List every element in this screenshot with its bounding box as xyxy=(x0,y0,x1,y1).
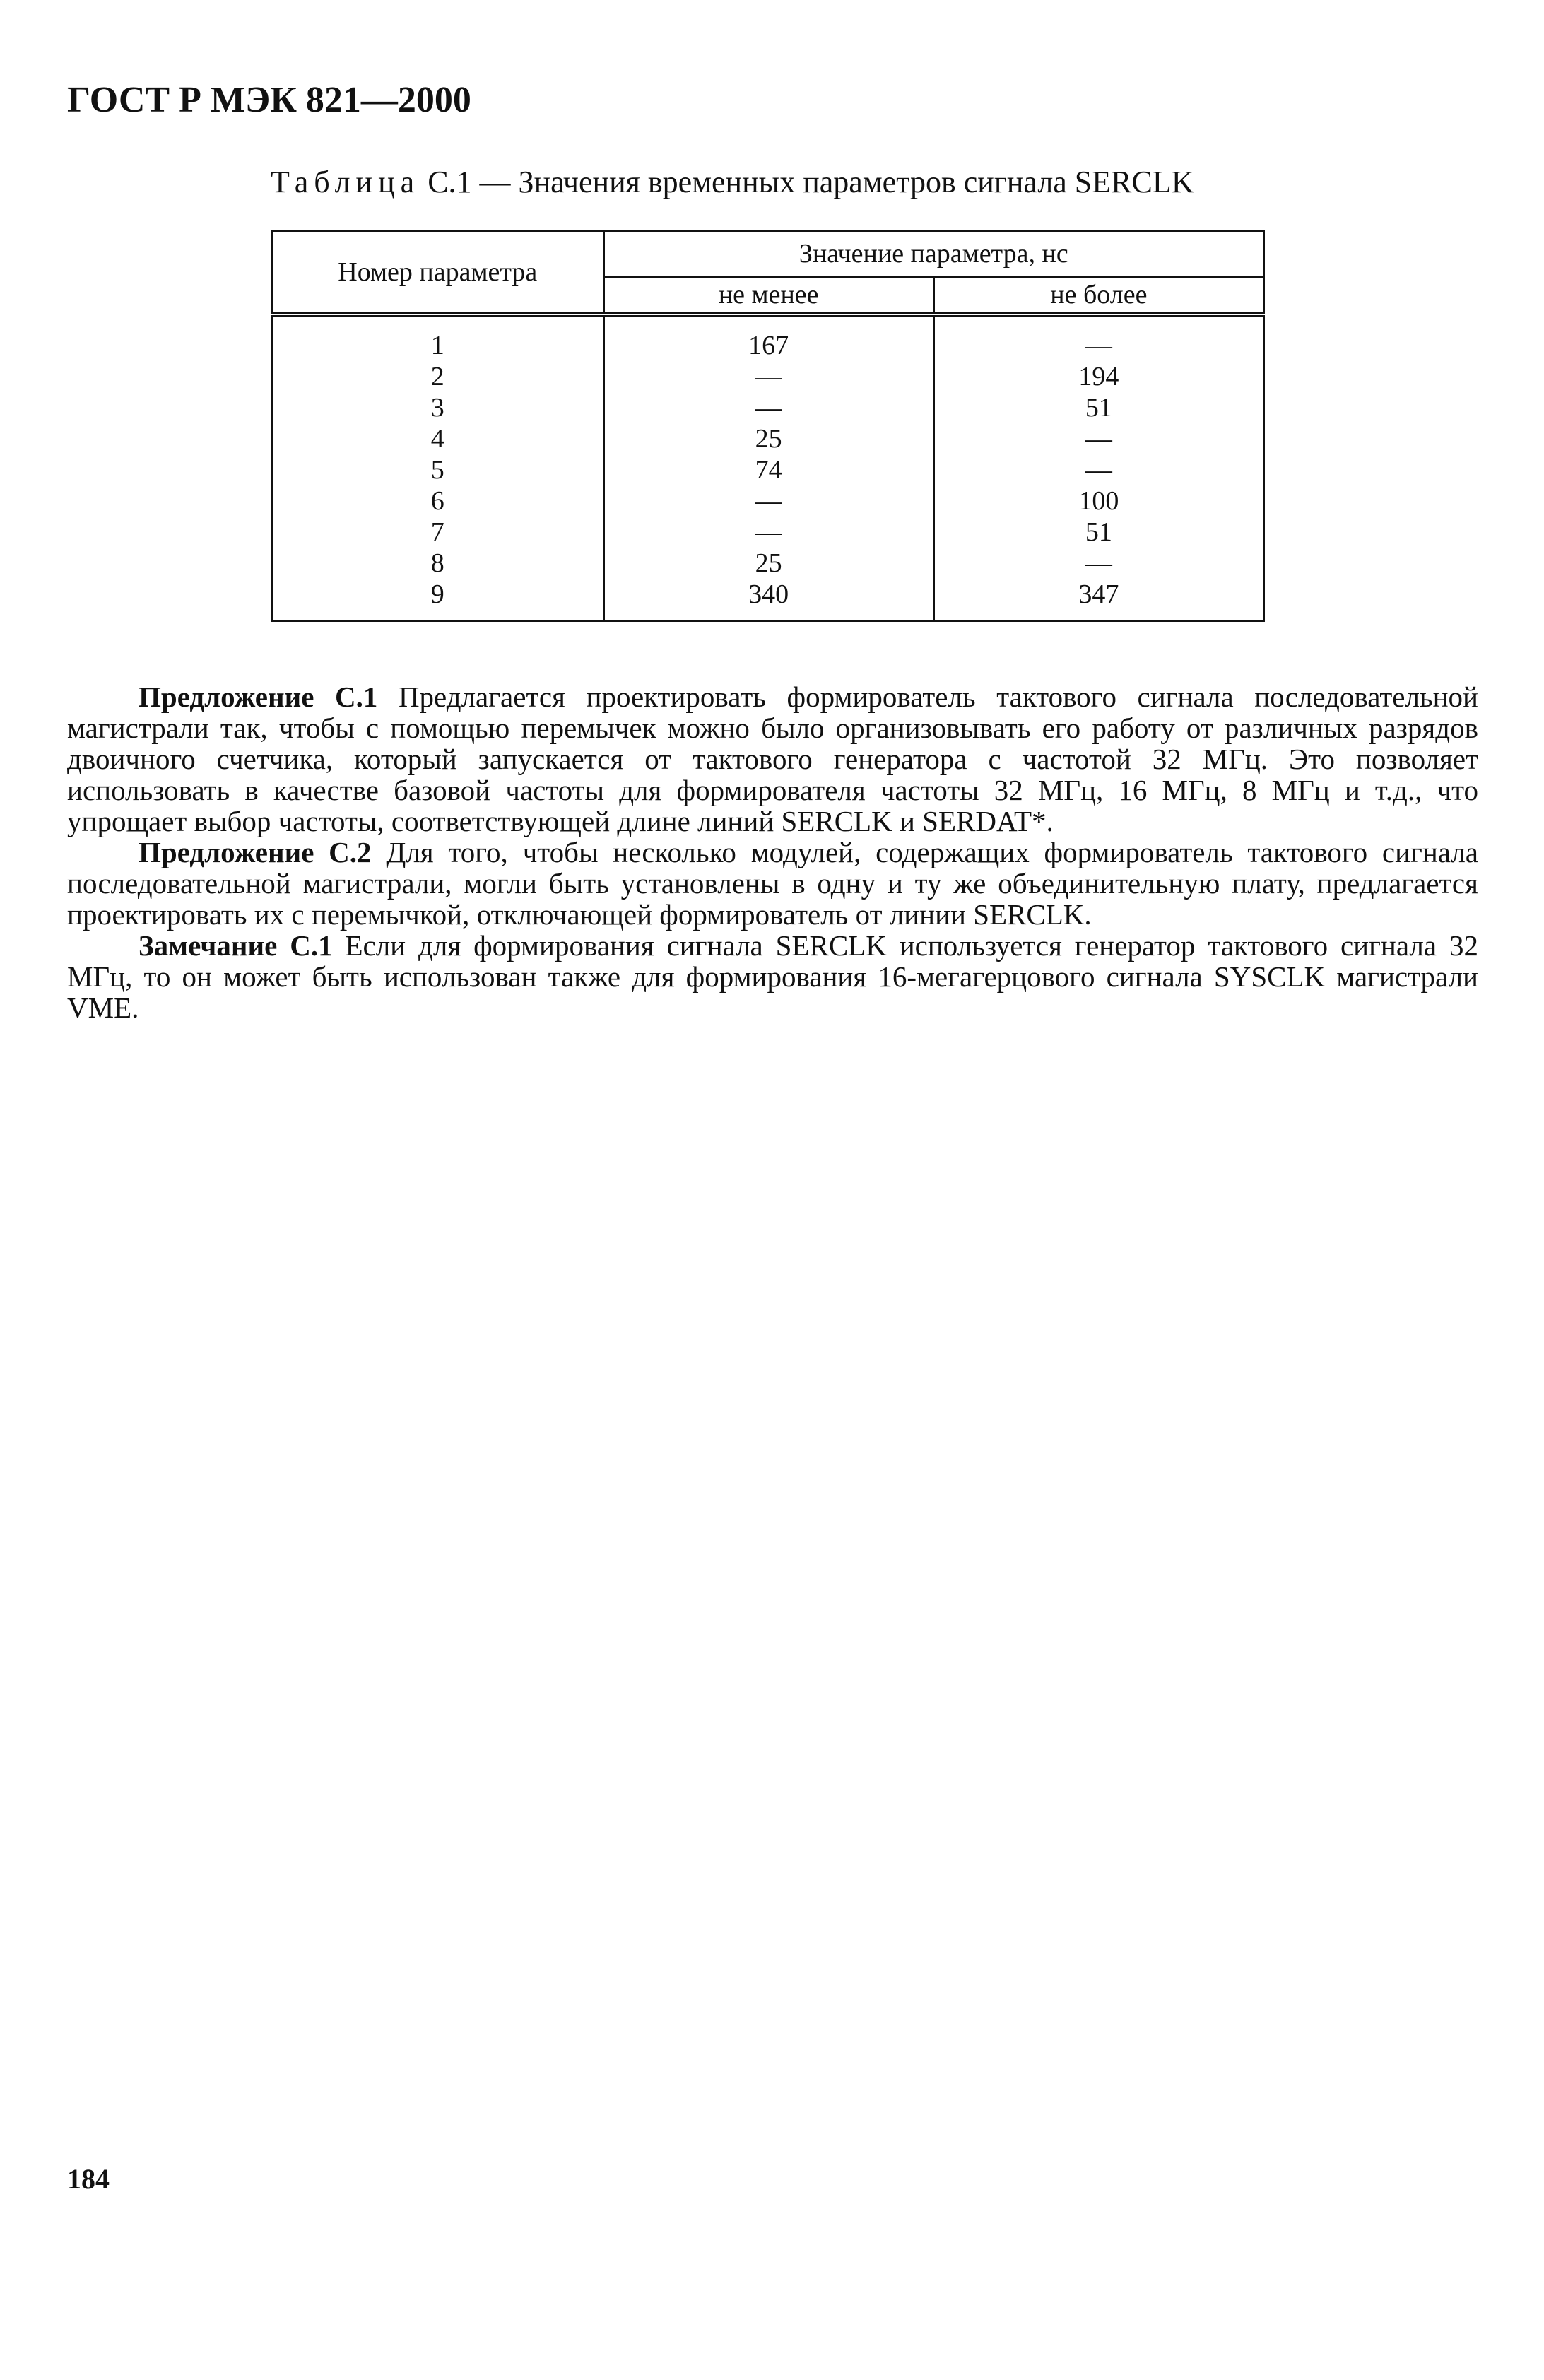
cell-number: 1 xyxy=(272,314,604,361)
paragraph-lead: Предложение С.2 xyxy=(139,836,372,868)
cell-min: 74 xyxy=(603,454,933,485)
paragraph-text: Предлагается проектировать формирователь тактового сигнала последовательной магистрали так, чтобы с помощью перемычек можно было организовывать его работу от различных разрядов двоичного счетчика, который запускается от тактового генератора с частотой 32 МГц. Это позволяет использовать в качестве базовой частоты для формирователя частоты 32 МГц, 16 МГц, 8 МГц и т.д., что упрощает выбор частоты, соответствующей длине линий SERCLK и SERDAT*. xyxy=(67,681,1478,837)
body-text xyxy=(67,681,1478,1023)
cell-max: 51 xyxy=(933,517,1263,548)
cell-max: — xyxy=(933,548,1263,579)
cell-max: 194 xyxy=(933,361,1263,392)
column-header-min: не менее xyxy=(603,277,933,314)
cell-min: 25 xyxy=(603,548,933,579)
paragraph-proposal-c1 xyxy=(67,681,1478,837)
cell-number: 3 xyxy=(272,392,604,423)
paragraph-note-c1 xyxy=(67,930,1478,1023)
table-row xyxy=(272,423,1264,454)
cell-max: — xyxy=(933,314,1263,361)
paragraph-lead: Замечание С.1 xyxy=(139,929,333,962)
cell-max: — xyxy=(933,454,1263,485)
column-header-number: Номер параметра xyxy=(272,231,604,315)
cell-max: 100 xyxy=(933,485,1263,517)
column-header-max: не более xyxy=(933,277,1263,314)
cell-max: 51 xyxy=(933,392,1263,423)
cell-min: 167 xyxy=(603,314,933,361)
table-row xyxy=(272,314,1264,361)
table-caption-text: С.1 — Значения временных параметров сигнала SERCLK xyxy=(428,165,1194,199)
table-caption xyxy=(271,164,1194,200)
paragraph-lead: Предложение С.1 xyxy=(139,681,378,713)
table-row xyxy=(272,361,1264,392)
cell-min: — xyxy=(603,392,933,423)
cell-number: 7 xyxy=(272,517,604,548)
cell-number: 6 xyxy=(272,485,604,517)
cell-number: 2 xyxy=(272,361,604,392)
page-number: 184 xyxy=(67,2163,110,2195)
parameter-table xyxy=(271,230,1265,622)
paragraph-text: Для того, чтобы несколько модулей, содержащих формирователь тактового сигнала последовательной магистрали, могли быть установлены в одну и ту же объединительную плату, предлагается проектировать их с перемычкой, отключающей формирователь от линии SERCLK. xyxy=(67,836,1479,931)
table-row xyxy=(272,548,1264,579)
cell-min: 340 xyxy=(603,579,933,621)
cell-max: — xyxy=(933,423,1263,454)
paragraph-text: Если для формирования сигнала SERCLK используется генератор тактового сигнала 32 МГц, то он может быть использован также для формирования 16-мегагерцового сигнала SYSCLK магистрали VME. xyxy=(67,929,1478,1024)
table-row xyxy=(272,454,1264,485)
cell-number: 9 xyxy=(272,579,604,621)
cell-number: 8 xyxy=(272,548,604,579)
cell-number: 5 xyxy=(272,454,604,485)
table-row xyxy=(272,579,1264,621)
cell-number: 4 xyxy=(272,423,604,454)
paragraph-proposal-c2 xyxy=(67,837,1478,930)
column-header-value-group: Значение параметра, нс xyxy=(603,231,1263,278)
cell-min: — xyxy=(603,485,933,517)
document-header: ГОСТ Р МЭК 821—2000 xyxy=(67,80,471,120)
table-caption-label: Таблица xyxy=(271,165,420,199)
cell-min: — xyxy=(603,517,933,548)
cell-min: 25 xyxy=(603,423,933,454)
table-row xyxy=(272,517,1264,548)
table-row xyxy=(272,485,1264,517)
table-row xyxy=(272,392,1264,423)
cell-min: — xyxy=(603,361,933,392)
cell-max: 347 xyxy=(933,579,1263,621)
